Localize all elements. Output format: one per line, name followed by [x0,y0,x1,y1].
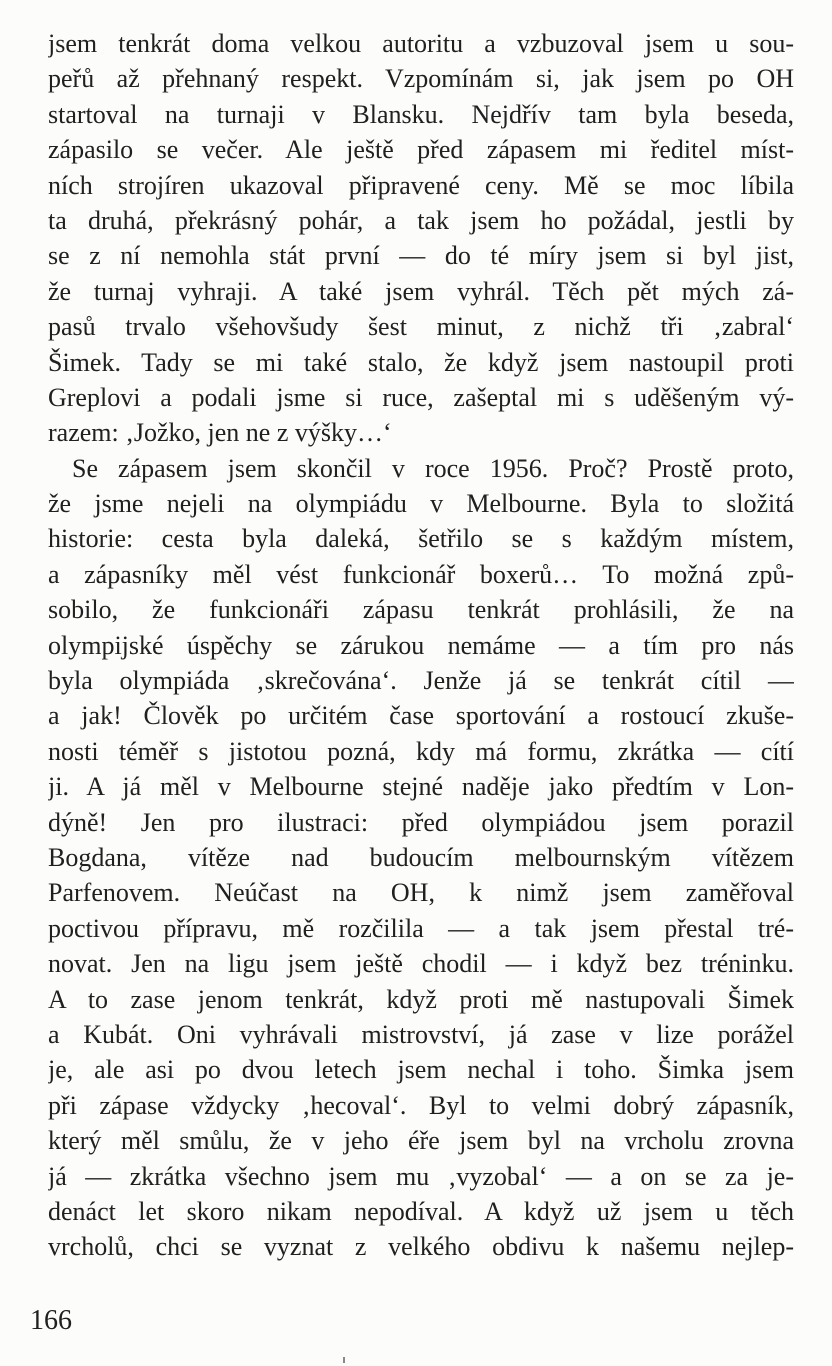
text-line: a Kubát. Oni vyhrávali mistrovství, já zase v lize porážel [48,1019,794,1049]
text-line: peřů až přehnaný respekt. Vzpomínám si, jak jsem po OH [48,64,794,94]
text-line: se z ní nemohla stát první — do té míry jsem si byl jist, [48,241,794,271]
text-line: dýně! Jen pro ilustraci: před olympiádou jsem porazil [48,807,794,837]
text-line: vrcholů, chci se vyznat z velkého obdivu k našemu nejlep- [48,1232,794,1262]
text-line: Bogdana, vítěze nad budoucím melbournským vítězem [48,842,794,872]
text-line: Parfenovem. Neúčast na OH, k nimž jsem zaměřoval [48,878,794,908]
text-line: a zápasníky měl vést funkcionář boxerů… To možná způ- [48,559,794,589]
text-line: olympijské úspěchy se zárukou nemáme — a tím pro nás [48,630,794,660]
text-line: poctivou přípravu, mě rozčilila — a tak jsem přestal tré- [48,913,794,943]
page-number: 166 [30,1305,72,1336]
text-line: a jak! Člověk po určitém čase sportování a rostoucí zkuše- [48,701,794,731]
text-line: že jsme nejeli na olympiádu v Melbourne. Byla to složitá [48,489,794,519]
text-line: ních strojíren ukazoval připravené ceny. Mě se moc líbila [48,170,794,200]
text-line: ta druhá, překrásný pohár, a tak jsem ho požádal, jestli by [48,205,794,235]
text-line: novat. Jen na ligu jsem ještě chodil — i když bez tréninku. [48,949,794,979]
text-line: A to zase jenom tenkrát, když proti mě nastupovali Šimek [48,984,794,1014]
text-line: nosti téměř s jistotou pozná, kdy má formu, zkrátka — cítí [48,736,794,766]
text-line: denáct let skoro nikam nepodíval. A když už jsem u těch [48,1196,794,1226]
body-text [48,26,794,1265]
text-line: historie: cesta byla daleká, šetřilo se s každým místem, [48,524,794,554]
text-line: sobilo, že funkcionáři zápasu tenkrát prohlásili, že na [48,595,794,625]
text-line: já — zkrátka všechno jsem mu ‚vyzobal‘ — a on se za je- [48,1161,794,1191]
text-line: zápasilo se večer. Ale ještě před zápasem mi ředitel míst- [48,135,794,165]
text-line: startoval na turnaji v Blansku. Nejdřív tam byla beseda, [48,99,794,129]
text-line: ji. A já měl v Melbourne stejné naděje jako předtím v Lon- [48,772,794,802]
text-line: že turnaj vyhraji. A také jsem vyhrál. Těch pět mých zá- [48,276,794,306]
text-line: pasů trvalo všehovšudy šest minut, z nichž tři ‚zabral‘ [48,312,794,342]
text-line: při zápase vždycky ‚hecoval‘. Byl to velmi dobrý zápasník, [48,1090,794,1120]
text-line: Šimek. Tady se mi také stalo, že když jsem nastoupil proti [48,347,794,377]
scan-speck [343,1357,345,1363]
text-line: Greplovi a podali jsme si ruce, zašeptal mi s uděšeným vý- [48,382,794,412]
paragraph-first-line: Se zápasem jsem skončil v roce 1956. Proč? Prostě proto, [72,453,794,483]
text-line: je, ale asi po dvou letech jsem nechal i toho. Šimka jsem [48,1055,794,1085]
text-line: který měl smůlu, že v jeho éře jsem byl na vrcholu zrovna [48,1126,794,1156]
text-line: byla olympiáda ‚skrečována‘. Jenže já se tenkrát cítil — [48,666,794,696]
paragraph-end-line: razem: ‚Jožko, jen ne z výšky…‘ [48,418,392,448]
text-line: jsem tenkrát doma velkou autoritu a vzbuzoval jsem u sou- [48,29,794,58]
